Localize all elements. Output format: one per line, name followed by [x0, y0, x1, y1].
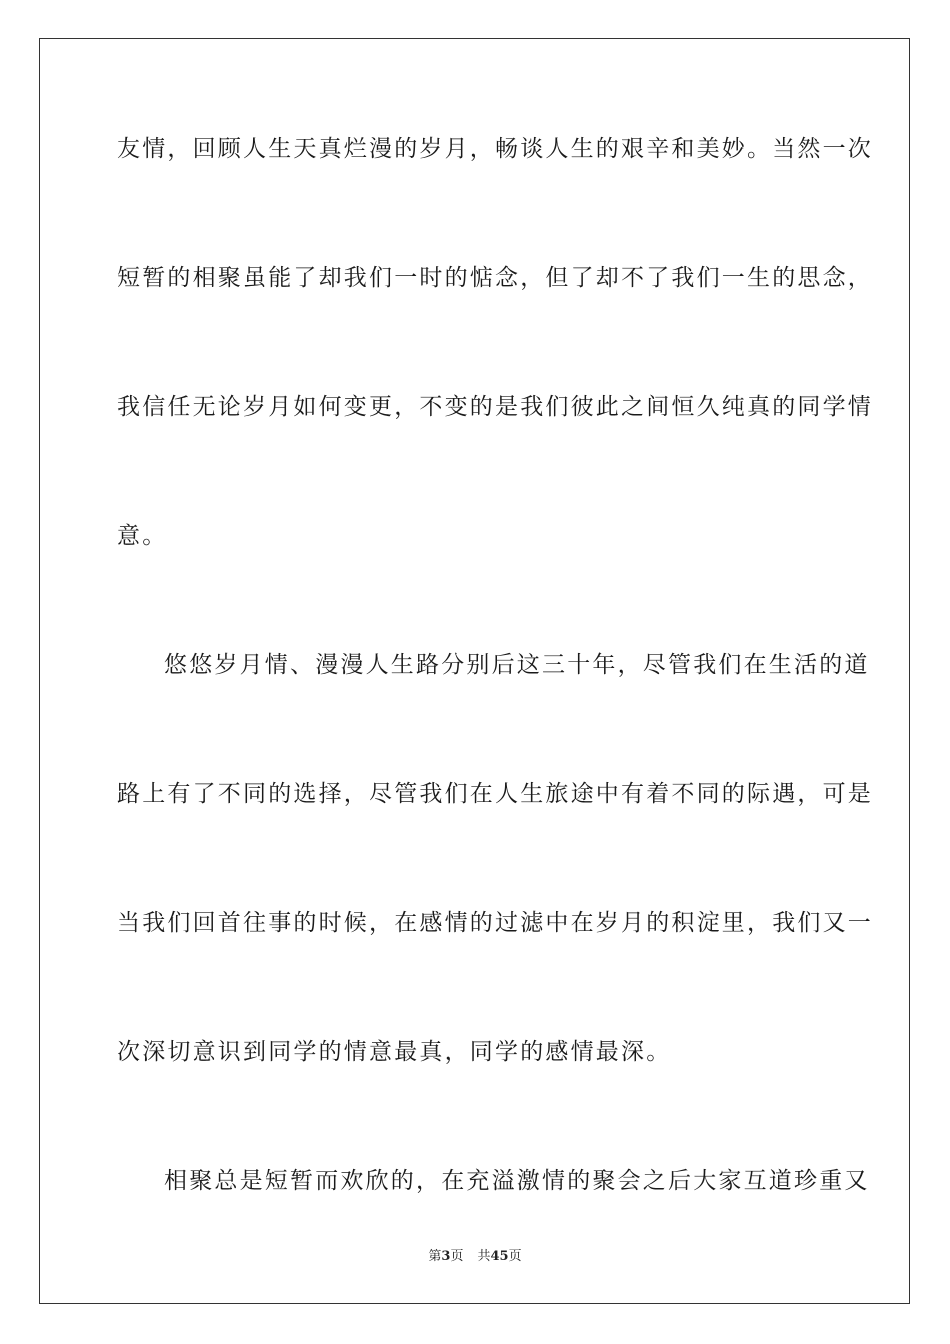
- paragraph-2-first-line: 悠悠岁月情、漫漫人生路分别后这三十年，尽管我们在生活的道: [164, 652, 870, 678]
- body-line-2: 短暂的相聚虽能了却我们一时的惦念，但了却不了我们一生的思念，: [117, 265, 873, 291]
- total-suffix: 页: [508, 1249, 522, 1264]
- total-prefix: 共: [477, 1249, 491, 1264]
- body-line-8: 次深切意识到同学的情意最真，同学的感情最深。: [117, 1039, 672, 1065]
- body-line-1: 友情，回顾人生天真烂漫的岁月，畅谈人生的艰辛和美妙。当然一次: [117, 136, 873, 162]
- body-line-7: 当我们回首往事的时候，在感情的过滤中在岁月的积淀里，我们又一: [117, 910, 873, 936]
- body-line-4: 意。: [117, 523, 168, 549]
- page-prefix: 第: [428, 1249, 442, 1264]
- paragraph-3-first-line: 相聚总是短暂而欢欣的，在充溢激情的聚会之后大家互道珍重又: [164, 1168, 870, 1194]
- body-line-6: 路上有了不同的选择，尽管我们在人生旅途中有着不同的际遇，可是: [117, 781, 873, 807]
- body-line-3: 我信任无论岁月如何变更，不变的是我们彼此之间恒久纯真的同学情: [117, 394, 873, 420]
- page-number: 3: [441, 1249, 451, 1264]
- page-footer: [0, 1248, 950, 1266]
- total-pages: 45: [490, 1249, 509, 1264]
- page-suffix: 页: [450, 1249, 464, 1264]
